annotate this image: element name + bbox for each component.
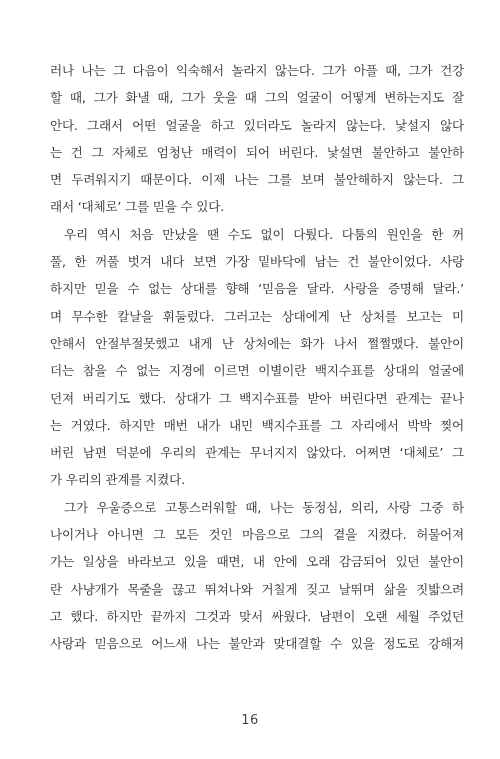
text-line: 안다. 그래서 어떤 얼굴을 하고 있더라도 놀라지 않는다. 낯설지 않다 [50, 117, 464, 133]
paragraph-2 [50, 221, 464, 494]
text-line: 그가 우울증으로 고통스러워할 때, 나는 동정심, 의리, 사랑 그중 하 [64, 499, 464, 515]
text-line: 던져 버리기도 했다. 상대가 그 백지수표를 받아 버린다면 관계는 끝나 [50, 390, 464, 406]
text-line: 나이거나 아니면 그 모든 것인 마음으로 그의 곁을 지켰다. 허물어져 [50, 527, 464, 543]
text-line: 러나 나는 그 다음이 익숙해서 놀라지 않는다. 그가 아플 때, 그가 건강 [50, 63, 464, 78]
text-line: 안해서 안절부절못했고 내게 난 상처에는 화가 나서 쩔쩔맸다. 불안이 [50, 335, 464, 351]
text-line: 사랑과 믿음으로 어느새 나는 불안과 맞대결할 수 있을 정도로 강해져 [50, 636, 464, 652]
text-line: 가 우리의 관계를 지켰다. [50, 472, 185, 488]
text-line: 하지만 믿을 수 없는 상대를 향해 ‘믿음을 달라. 사랑을 증명해 달라.’ [50, 281, 464, 297]
text-line: 고 했다. 하지만 끝까지 그것과 맞서 싸웠다. 남편이 오랜 세월 주었던 [50, 608, 464, 624]
paragraph-3 [50, 494, 464, 658]
text-line: 할 때, 그가 화낼 때, 그가 웃을 때 그의 얼굴이 어떻게 변하는지도 잘 [50, 90, 464, 106]
page-number: 16 [241, 713, 259, 728]
text-line: 우리 역시 처음 만났을 땐 수도 없이 다퉜다. 다툼의 원인을 한 꺼 [64, 226, 464, 242]
paragraph-1 [50, 57, 464, 221]
text-line: 면 두려워지기 때문이다. 이제 나는 그를 보며 불안해하지 않는다. 그 [50, 172, 464, 188]
text-line: 는 건 그 자체로 엄청난 매력이 되어 버린다. 낯설면 불안하고 불안하 [50, 144, 464, 160]
text-line: 는 거였다. 하지만 매번 내가 내민 백지수표를 그 자리에서 박박 찢어 [50, 417, 464, 433]
text-line: 버린 남편 덕분에 우리의 관계는 무너지지 않았다. 어쩌면 ‘대체로’ 그 [50, 445, 464, 461]
text-line: 가는 일상을 바라보고 있을 때면, 내 안에 오래 감금되어 있던 불안이 [50, 554, 464, 570]
text-line: 란 사냥개가 목줄을 끊고 뛰쳐나와 거칠게 짖고 날뛰며 삶을 짓밟으려 [50, 581, 464, 597]
body-text [50, 57, 464, 658]
text-line: 며 무수한 칼날을 휘둘렀다. 그러고는 상대에게 난 상처를 보고는 미 [50, 308, 464, 324]
text-line: 풀, 한 꺼풀 벗겨 내다 보면 가장 밑바닥에 남는 건 불안이었다. 사랑 [50, 254, 464, 270]
text-line: 래서 ‘대체로’ 그를 믿을 수 있다. [50, 199, 225, 215]
text-line: 더는 참을 수 없는 지경에 이르면 이별이란 백지수표를 상대의 얼굴에 [50, 363, 464, 379]
